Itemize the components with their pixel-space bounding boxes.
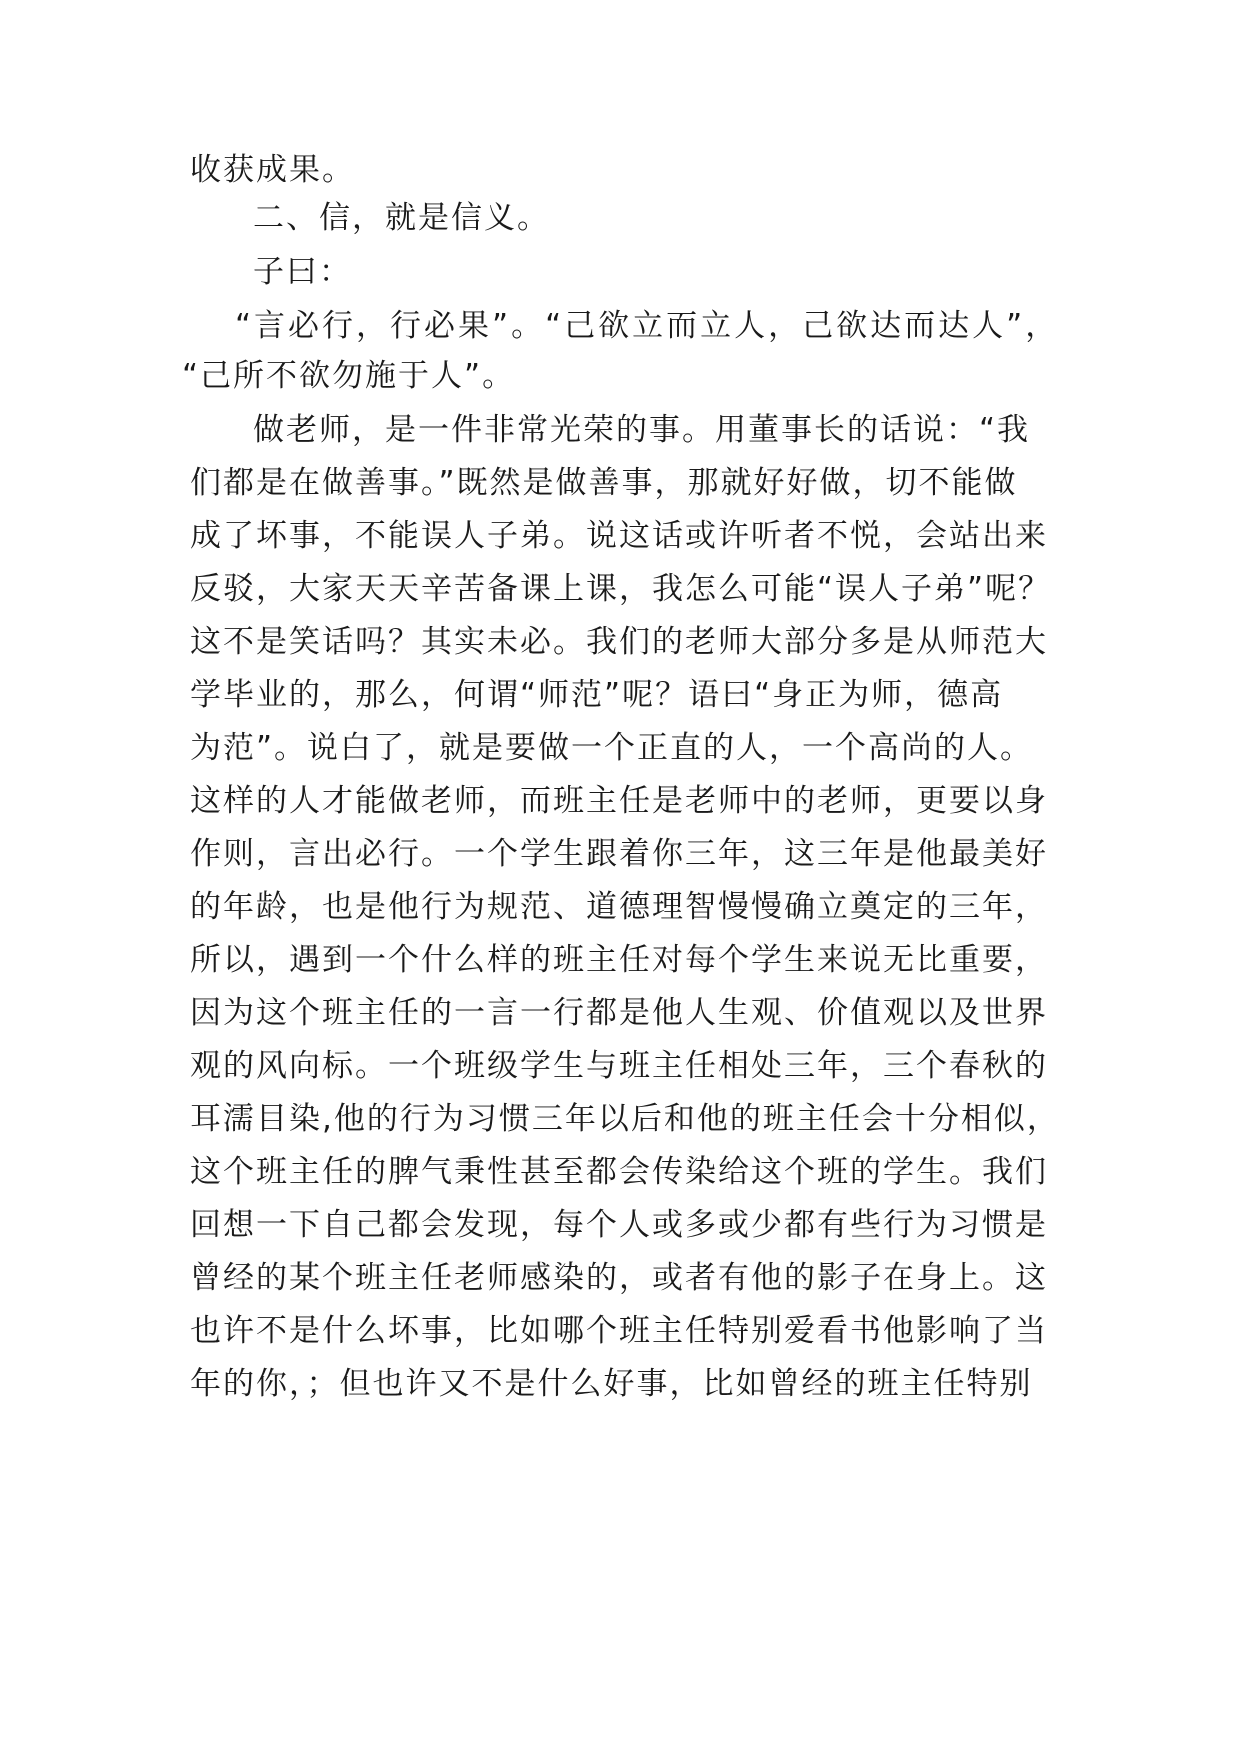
paragraph-line: 做老师，是一件非常光荣的事。用董事长的话说：“我	[253, 412, 1031, 448]
quote-line-2: “己所不欲勿施于人”。	[182, 358, 516, 394]
paragraph-line: 这样的人才能做老师，而班主任是老师中的老师，更要以身	[190, 783, 1048, 819]
paragraph-line: 观的风向标。一个班级学生与班主任相处三年，三个春秋的	[190, 1048, 1048, 1084]
paragraph-line: 耳濡目染,他的行为习惯三年以后和他的班主任会十分相似，	[190, 1101, 1060, 1137]
quote-intro: 子曰：	[253, 254, 352, 290]
paragraph-line: 为范”。说白了，就是要做一个正直的人，一个高尚的人。	[190, 730, 1034, 766]
paragraph-line: 学毕业的，那么，何谓“师范”呢？语曰“身正为师，德高	[190, 677, 1004, 713]
paragraph-line: 回想一下自己都会发现，每个人或多或少都有些行为习惯是	[190, 1207, 1048, 1243]
paragraph-line: 这个班主任的脾气秉性甚至都会传染给这个班的学生。我们	[190, 1154, 1048, 1190]
paragraph-line: 反驳，大家天天辛苦备课上课，我怎么可能“误人子弟”呢？	[190, 571, 1052, 607]
paragraph-line: 曾经的某个班主任老师感染的，或者有他的影子在身上。这	[190, 1260, 1048, 1296]
paragraph-line: 也许不是什么坏事，比如哪个班主任特别爱看书他影响了当	[190, 1313, 1048, 1349]
quote-line-1: “言必行，行必果”。“己欲立而立人，己欲达而达人”，	[235, 308, 1060, 344]
paragraph-line: 因为这个班主任的一言一行都是他人生观、价值观以及世界	[190, 995, 1048, 1031]
paragraph-line: 这不是笑话吗？其实未必。我们的老师大部分多是从师范大	[190, 624, 1048, 660]
paragraph-line: 的年龄，也是他行为规范、道德理智慢慢确立奠定的三年，	[190, 889, 1048, 925]
paragraph-line: 们都是在做善事。”既然是做善事，那就好好做，切不能做	[190, 465, 1018, 501]
text-line-1: 收获成果。	[190, 152, 355, 188]
section-heading: 二、信，就是信义。	[253, 200, 550, 236]
paragraph-line: 成了坏事，不能误人子弟。说这话或许听者不悦，会站出来	[190, 518, 1048, 554]
paragraph-line: 年的你，；但也许又不是什么好事，比如曾经的班主任特别	[190, 1366, 1033, 1402]
paragraph-line: 作则，言出必行。一个学生跟着你三年，这三年是他最美好	[190, 836, 1048, 872]
paragraph-line: 所以，遇到一个什么样的班主任对每个学生来说无比重要，	[190, 942, 1048, 978]
